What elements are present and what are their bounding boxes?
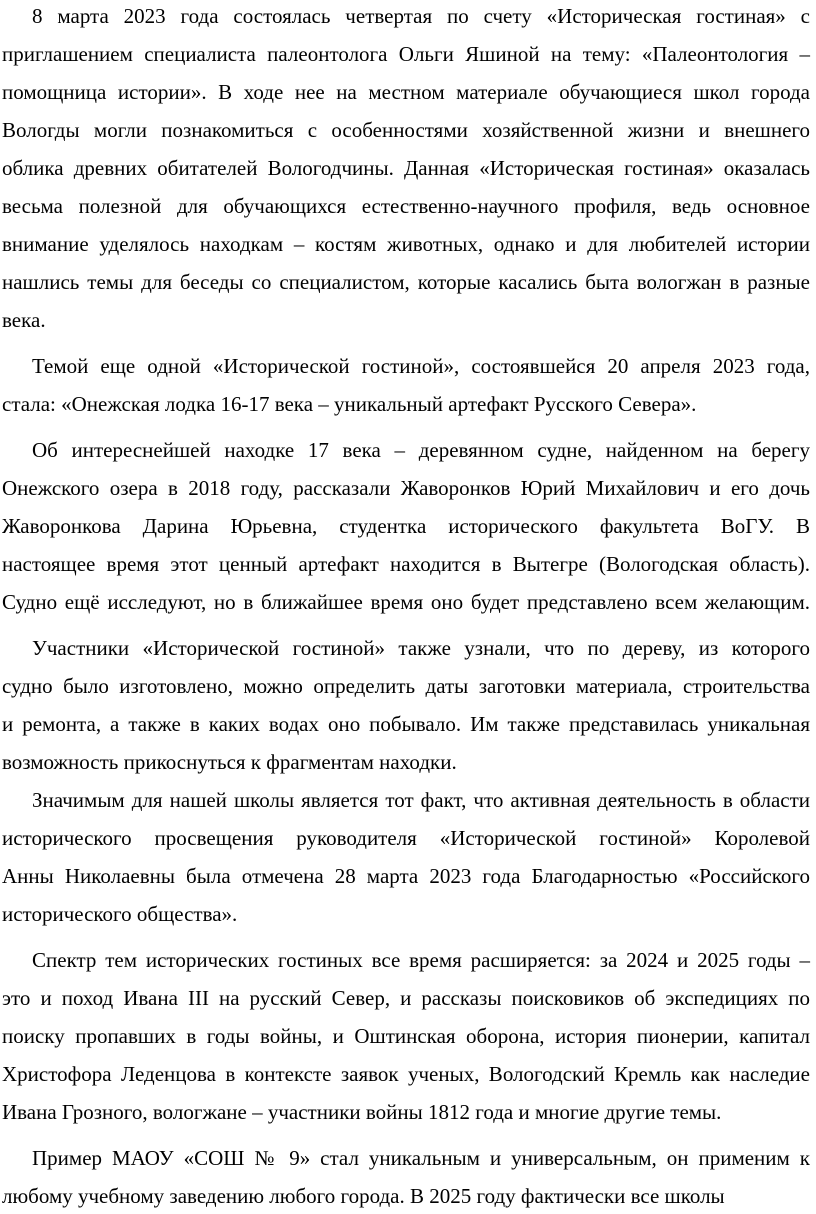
text-line: Ивана Грозного, вологжане – участники войны 1812 года и многие другие темы. xyxy=(2,1100,722,1124)
text-line: и ремонта, а также в каких водах оно побывало. Им также представилась уникальная xyxy=(2,712,810,736)
text-line: Судно ещё исследуют, но в ближайшее время оно будет представлено всем желающим. xyxy=(2,590,810,614)
text-line: Вологды могли познакомиться с особенностями хозяйственной жизни и внешнего xyxy=(2,118,810,142)
text-line: настоящее время этот ценный артефакт находится в Вытегре (Вологодская область). xyxy=(2,552,810,576)
text-line: Темой еще одной «Исторической гостиной», состоявшейся 20 апреля 2023 года, xyxy=(32,354,810,378)
text-line: судно было изготовлено, можно определить даты заготовки материала, строительства xyxy=(2,674,810,698)
text-line: Об интереснейшей находке 17 века – деревянном судне, найденном на берегу xyxy=(32,438,810,462)
text-line: Значимым для нашей школы является тот факт, что активная деятельность в области xyxy=(32,788,810,812)
text-line: исторического просвещения руководителя «Исторической гостиной» Королевой xyxy=(2,826,810,850)
text-line: приглашением специалиста палеонтолога Ольги Яшиной на тему: «Палеонтология – xyxy=(2,42,810,66)
text-line: любому учебному заведению любого города. В 2025 году фактически все школы xyxy=(2,1184,725,1208)
text-line: исторического общества». xyxy=(2,902,238,926)
text-line: помощница истории». В ходе нее на местном материале обучающиеся школ города xyxy=(2,80,810,104)
text-line: стала: «Онежская лодка 16-17 века – уникальный артефакт Русского Севера». xyxy=(2,392,697,416)
text-line: внимание уделялось находкам – костям животных, однако и для любителей истории xyxy=(2,232,810,256)
text-line: возможность прикоснуться к фрагментам находки. xyxy=(2,750,457,774)
text-line: Участники «Исторической гостиной» также узнали, что по дереву, из которого xyxy=(32,636,810,660)
text-line: Анны Николаевны была отмечена 28 марта 2023 года Благодарностью «Российского xyxy=(2,864,810,888)
text-line: Спектр тем исторических гостиных все время расширяется: за 2024 и 2025 годы – xyxy=(32,948,810,972)
text-line: нашлись темы для беседы со специалистом, которые касались быта вологжан в разные xyxy=(2,270,810,294)
text-line: весьма полезной для обучающихся естественно-научного профиля, ведь основное xyxy=(2,194,810,218)
text-line: облика древних обитателей Вологодчины. Данная «Историческая гостиная» оказалась xyxy=(2,156,810,180)
text-line: это и поход Ивана III на русский Север, и рассказы поисковиков об экспедициях по xyxy=(2,986,810,1010)
text-line: Жаворонкова Дарина Юрьевна, студентка исторического факультета ВоГУ. В xyxy=(2,514,810,538)
text-line: 8 марта 2023 года состоялась четвертая по счету «Историческая гостиная» с xyxy=(32,4,810,28)
text-line: Христофора Леденцова в контексте заявок ученых, Вологодский Кремль как наследие xyxy=(2,1062,810,1086)
text-line: века. xyxy=(2,308,46,332)
text-line: поиску пропавших в годы войны, и Оштинская оборона, история пионерии, капитал xyxy=(2,1024,810,1048)
text-line: Пример МАОУ «СОШ № 9» стал уникальным и универсальным, он применим к xyxy=(32,1146,810,1170)
text-line: Онежского озера в 2018 году, рассказали Жаворонков Юрий Михайлович и его дочь xyxy=(2,476,810,500)
